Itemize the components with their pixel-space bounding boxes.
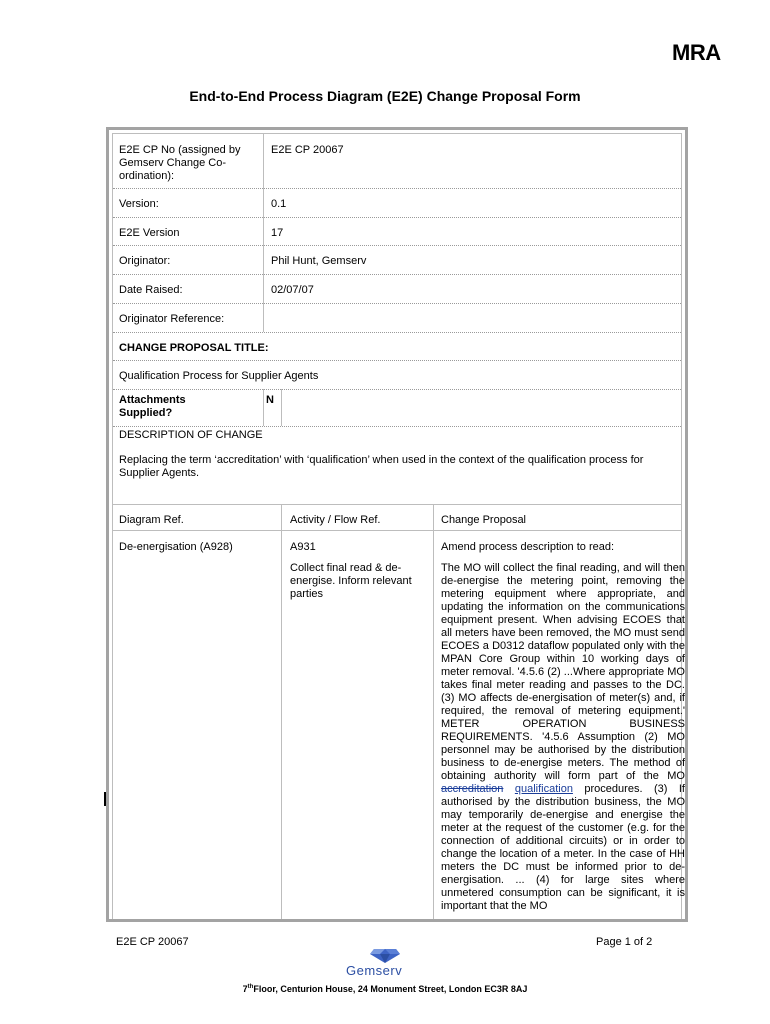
footer-page-number: Page 1 of 2: [596, 936, 653, 948]
cp-title-label-row: [113, 332, 681, 361]
activity-ref-cell: A931: [290, 541, 316, 553]
version-row: [113, 188, 681, 218]
e2e-version-label: E2E Version: [119, 227, 180, 239]
activity-description: Collect final read & de-energise. Inform relevant parties: [290, 562, 412, 600]
cp-no-label: E2E CP No (assigned by Gemserv Change Co-ordination):: [119, 144, 241, 182]
address-floor-suffix: th: [247, 984, 254, 990]
deleted-term: accreditation: [441, 783, 504, 795]
footer-address: [0, 984, 770, 994]
date-raised-row: [113, 274, 681, 304]
gemserv-logo: [340, 946, 430, 980]
description-row: [113, 426, 681, 505]
gemserv-wordmark: Gemserv: [346, 963, 403, 978]
address-floor: 7: [242, 984, 248, 994]
attachments-row: [113, 389, 681, 427]
proposal-text-part1: The MO will collect the final reading, and will then de-energise the metering point, removing the metering equipment where appropriate, and updating the information on the communications equipment present. When advising ECOES that all meters have been removed, the MO must send ECOES a D0312 dataflow populated only with the MPAN Core Group within 10 working days of meter removal. '4.5.6 (2) ...Where appropriate MO takes final meter reading and passes to the DC. (3) MO affects de-energisation of meter(s) and, if required, the removal of metering equipment.' METER OPERATION BUSINESS REQUIREMENTS. '4.5.6 Assumption (2) MO personnel may be authorised by the distribution business to de-energise meters. The method of obtaining authority will form part of the MO: [441, 562, 685, 782]
revision-change-bar: [104, 792, 106, 806]
description-text: Replacing the term ‘accreditation’ with ‘qualification’ when used in the context of the qualification process for Supplier Agents.: [119, 454, 644, 479]
address-rest: Floor, Centurion House, 24 Monument Street, London EC3R 8AJ: [253, 984, 528, 994]
originator-reference-row: [113, 303, 681, 333]
form-table: [112, 133, 685, 919]
proposal-text-part2: procedures. (3) If authorised by the distribution business, the MO may temporarily de-energise and energise the meter at the request of the customer (e.g. for the connection of additional circuits) or in order to change the location of a meter. In the case of HH meters the DC must be informed prior to de-energisation. ... (4) for large sites where unmetered consumption can be significant, it is important that the MO: [441, 783, 685, 912]
gem-icon: [340, 946, 430, 964]
header-change-proposal: Change Proposal: [441, 514, 527, 526]
proposal-intro: Amend process description to read:: [441, 541, 615, 553]
originator-label: Originator:: [119, 255, 171, 267]
diagram-ref-cell: De-energisation (A928): [119, 541, 233, 553]
header-activity-ref: Activity / Flow Ref.: [290, 514, 381, 526]
cp-title-value: Qualification Process for Supplier Agents: [119, 370, 319, 382]
date-raised-label: Date Raised:: [119, 284, 183, 296]
table-row: [113, 530, 685, 919]
proposal-text: [441, 562, 685, 913]
e2e-version-value: 17: [271, 227, 284, 239]
attachments-label: Attachments Supplied?: [119, 394, 186, 419]
originator-value: Phil Hunt, Gemserv: [271, 255, 367, 267]
document-title: End-to-End Process Diagram (E2E) Change Proposal Form: [189, 88, 581, 104]
description-heading: DESCRIPTION OF CHANGE: [119, 429, 263, 441]
cp-title-value-row: [113, 360, 681, 390]
mra-logo: MRA: [672, 40, 721, 65]
date-raised-value: 02/07/07: [271, 284, 314, 296]
attachments-value: N: [266, 394, 274, 406]
header-diagram-ref: Diagram Ref.: [119, 514, 184, 526]
originator-row: [113, 245, 681, 275]
table-header-row: [113, 504, 681, 531]
footer-cp-number: E2E CP 20067: [116, 936, 189, 948]
e2e-version-row: [113, 217, 681, 246]
originator-reference-label: Originator Reference:: [119, 313, 225, 325]
version-label: Version:: [119, 198, 159, 210]
version-value: 0.1: [271, 198, 287, 210]
form-frame: [106, 127, 688, 922]
cp-title-label: CHANGE PROPOSAL TITLE:: [119, 342, 269, 354]
cp-no-value: E2E CP 20067: [271, 144, 344, 156]
cp-no-row: [113, 134, 681, 188]
inserted-term: qualification: [514, 783, 573, 795]
